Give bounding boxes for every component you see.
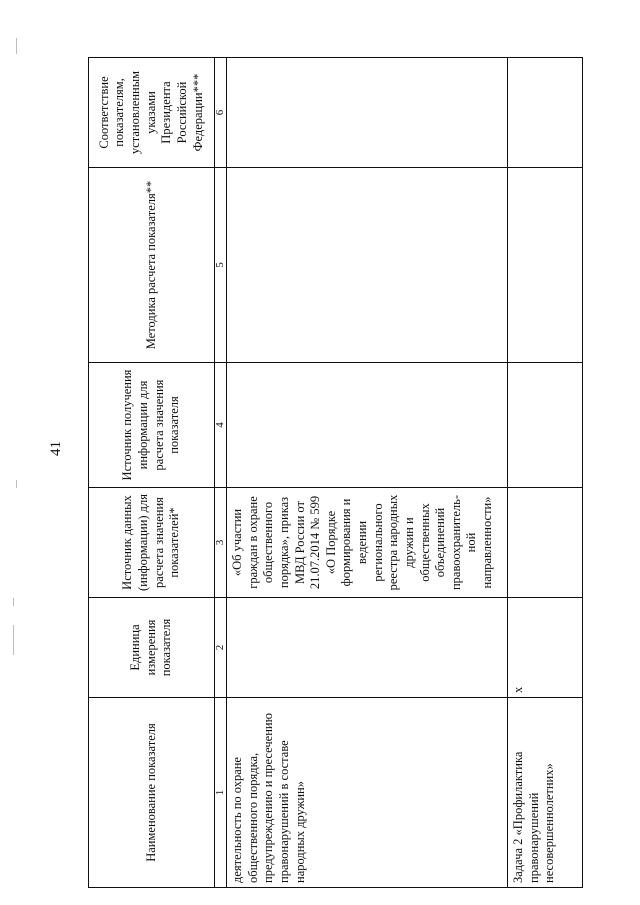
- column-number: 1: [215, 698, 227, 888]
- cell-method: [508, 168, 583, 363]
- indicator-table: [88, 57, 583, 888]
- indicator-table-rotated: [88, 58, 583, 888]
- scan-mark: [13, 598, 14, 606]
- column-number: 6: [215, 58, 227, 168]
- column-number: 5: [215, 168, 227, 363]
- cell-compliance: [508, 58, 583, 168]
- column-number-row: [215, 58, 227, 888]
- header-name: Наименование показателя: [89, 698, 215, 888]
- header-info-source: Источник получения информации для расчета значения показателя: [89, 363, 215, 488]
- scan-mark: [16, 480, 17, 488]
- header-unit: Единица измерения показателя: [89, 598, 215, 698]
- header-row: [89, 58, 215, 888]
- cell-name: Задача 2 «Профилактика правонарушений несовершеннолетних»: [508, 698, 583, 888]
- cell-unit: [227, 598, 508, 698]
- column-number: 2: [215, 598, 227, 698]
- cell-data-source: [508, 488, 583, 598]
- page-number: 41: [48, 441, 64, 456]
- cell-info-source: [508, 363, 583, 488]
- scan-mark: [16, 38, 17, 54]
- column-number: 4: [215, 363, 227, 488]
- header-compliance: Соответствие показателям, установленным указами Президента Российской Федерации***: [89, 58, 215, 168]
- cell-method: [227, 168, 508, 363]
- table-row: [227, 58, 508, 888]
- scan-mark: [13, 625, 14, 655]
- column-number: 3: [215, 488, 227, 598]
- cell-name: деятельность по охране общественного порядка, предупреждению и пресечению правонарушений в составе народных дружин»: [227, 698, 508, 888]
- header-method: Методика расчета показателя**: [89, 168, 215, 363]
- cell-data-source: «Об участии граждан в охране общественного порядка», приказ МВД России от 21.07.2014 № 599 «О Порядке формирования и ведении регионального реестра народных дружин и общественных объединений правоохранитель-ной направленности»: [227, 488, 508, 598]
- table-row: [508, 58, 583, 888]
- header-data-source: Источник данных (информации) для расчета значения показателей*: [89, 488, 215, 598]
- cell-compliance: [227, 58, 508, 168]
- cell-info-source: [227, 363, 508, 488]
- cell-unit: х: [508, 598, 583, 698]
